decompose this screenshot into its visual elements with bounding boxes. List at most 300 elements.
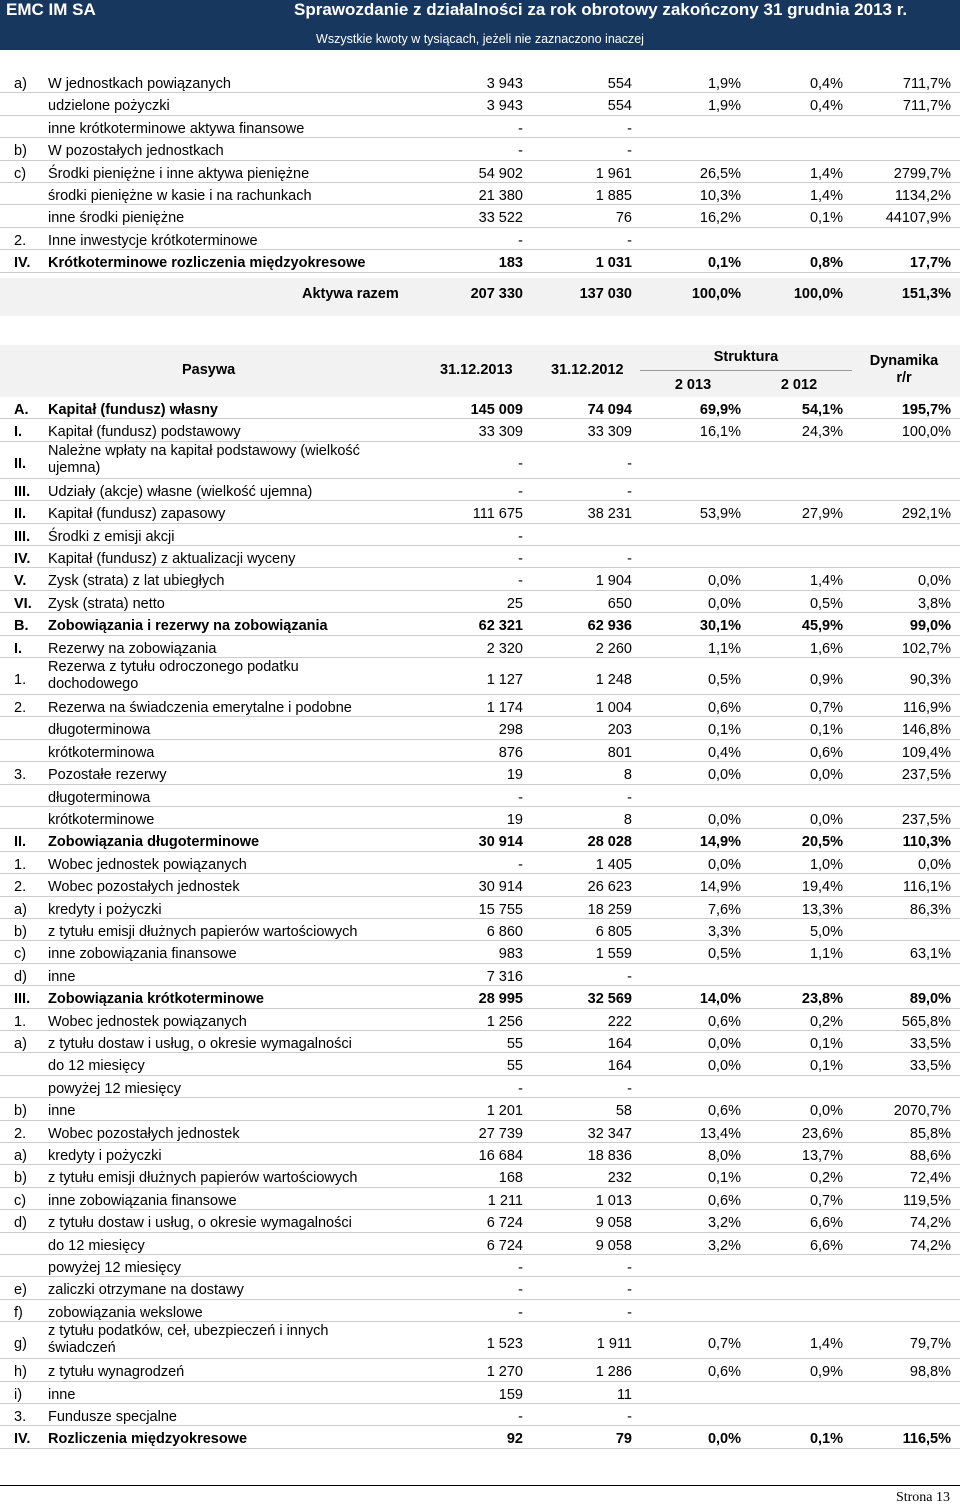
row-marker: II. <box>14 506 27 523</box>
value-2012: 18 259 <box>587 901 632 918</box>
row-marker: f) <box>14 1304 23 1321</box>
value-2012: 1 013 <box>595 1192 632 1209</box>
row-label: Zysk (strata) z lat ubiegłych <box>48 573 225 590</box>
structure-2013: 0,5% <box>707 946 741 963</box>
row-marker: c) <box>14 946 27 963</box>
value-2012: 62 936 <box>587 618 632 635</box>
value-2013: 1 127 <box>486 672 523 688</box>
dynamics: 146,8% <box>901 722 951 739</box>
row-divider <box>0 523 960 524</box>
structure-2013: 3,3% <box>707 924 741 940</box>
row-divider <box>0 828 960 829</box>
structure-2013: 26,5% <box>699 165 741 182</box>
row-marker: c) <box>14 1192 27 1209</box>
row-divider <box>0 1321 960 1322</box>
value-2013: 1 270 <box>486 1364 523 1381</box>
dynamics: 109,4% <box>901 744 951 761</box>
structure-2012: 0,4% <box>809 76 843 92</box>
row-marker: 1. <box>14 672 27 688</box>
value-2013: 62 321 <box>478 618 523 635</box>
row-divider <box>0 478 960 479</box>
row-divider <box>0 1187 960 1188</box>
row-divider <box>0 612 960 613</box>
value-2012: 8 <box>623 767 632 784</box>
structure-2013: 14,9% <box>699 879 741 896</box>
row-label: z tytułu wynagrodzeń <box>48 1364 185 1381</box>
row-label: zobowiązania wekslowe <box>48 1304 203 1321</box>
value-2012: 32 569 <box>587 991 632 1008</box>
row-label: z tytułu dostaw i usług, o okresie wymagalności <box>48 1036 352 1052</box>
row-label: W pozostałych jednostkach <box>48 143 224 160</box>
row-marker: g) <box>14 1336 27 1353</box>
row-divider <box>0 896 960 897</box>
row-marker: b) <box>14 924 27 940</box>
structure-2012: 23,6% <box>801 1125 843 1142</box>
row-divider <box>0 635 960 636</box>
structure-2012: 0,9% <box>809 672 843 688</box>
structure-2012: 0,1% <box>809 722 843 739</box>
structure-2012: 1,4% <box>809 165 843 182</box>
structure-2013: 0,6% <box>707 700 741 716</box>
page-header <box>0 0 960 50</box>
row-label: Wobec jednostek powiązanych <box>48 856 247 873</box>
row-marker: II. <box>14 455 27 472</box>
row-label: Pozostałe rezerwy <box>48 767 167 784</box>
table-row <box>0 1364 960 1386</box>
structure-2012: 1,4% <box>809 1336 843 1353</box>
row-marker: V. <box>14 573 27 590</box>
value-2013: 19 <box>506 812 523 828</box>
structure-2013: 0,6% <box>707 1013 741 1030</box>
structure-2012: 27,9% <box>801 506 843 523</box>
table-row <box>0 767 960 789</box>
table-row <box>0 879 960 901</box>
value-2012: 74 094 <box>587 402 632 418</box>
structure-2013: 3,2% <box>707 1237 741 1254</box>
value-2013: 55 <box>506 1036 523 1052</box>
row-label: z tytułu emisji dłużnych papierów wartościowych <box>48 1170 358 1187</box>
dynamics: 237,5% <box>901 812 951 828</box>
row-divider <box>0 590 960 591</box>
structure-2013: 0,6% <box>707 1192 741 1209</box>
table-row <box>0 1431 960 1453</box>
row-divider <box>0 115 960 116</box>
table-row <box>0 1170 960 1192</box>
value-2013: - <box>518 232 523 249</box>
row-label: Inne inwestycje krótkoterminowe <box>48 232 258 249</box>
row-label: Należne wpłaty na kapitał podstawowy (wielkość ujemna) <box>48 442 360 476</box>
structure-2013: 30,1% <box>699 618 741 635</box>
structure-2012: 0,7% <box>809 700 843 716</box>
row-label: długoterminowa <box>48 722 151 739</box>
table-row <box>0 1126 960 1148</box>
structure-2012: 6,6% <box>809 1237 843 1254</box>
value-2012: 9 058 <box>595 1237 632 1254</box>
row-label: W jednostkach powiązanych <box>48 76 231 92</box>
value-2013: - <box>518 483 523 500</box>
value-2012: - <box>627 1282 632 1299</box>
row-divider <box>0 1164 960 1165</box>
row-label: z tytułu podatków, ceł, ubezpieczeń i innych świadczeń <box>48 1323 329 1357</box>
structure-divider <box>640 370 852 371</box>
value-2013: 876 <box>498 744 523 761</box>
row-divider <box>0 92 960 93</box>
row-marker: 3. <box>14 767 27 784</box>
row-divider <box>0 739 960 740</box>
row-label: Rezerwa na świadczenia emerytalne i podobne <box>48 700 352 716</box>
structure-2013: 8,0% <box>707 1148 741 1164</box>
value-2012: 203 <box>607 722 632 739</box>
row-label: do 12 miesięcy <box>48 1058 145 1075</box>
dynamics: 102,7% <box>901 640 951 657</box>
table-row <box>0 790 960 812</box>
row-label: Wobec pozostałych jednostek <box>48 1125 240 1142</box>
value-2013: 54 902 <box>478 165 523 182</box>
row-label: Kapitał (fundusz) zapasowy <box>48 506 226 523</box>
dynamics: 0,0% <box>917 573 951 590</box>
value-2013: 3 943 <box>486 76 523 92</box>
table-row <box>0 484 960 506</box>
row-divider <box>0 1030 960 1031</box>
dynamics: 33,5% <box>909 1036 951 1052</box>
value-2012: - <box>627 455 632 472</box>
row-divider <box>0 985 960 986</box>
value-2013: - <box>518 1282 523 1299</box>
row-marker: 2. <box>14 700 27 716</box>
value-2013: 6 860 <box>486 924 523 940</box>
table-row <box>0 991 960 1013</box>
row-marker: b) <box>14 143 27 160</box>
structure-2013: 13,4% <box>699 1125 741 1142</box>
table-row <box>0 1193 960 1215</box>
table-row <box>0 902 960 924</box>
report-title: Sprawozdanie z działalności za rok obrotowy zakończony 31 grudnia 2013 r. <box>294 0 908 19</box>
row-marker: b) <box>14 1103 27 1120</box>
date-2013-header: 31.12.2013 <box>440 362 513 378</box>
dynamics: 99,0% <box>909 618 951 635</box>
row-label: inne środki pieniężne <box>48 210 185 227</box>
table-row <box>0 166 960 188</box>
structure-2013: 0,0% <box>707 812 741 828</box>
dynamics: 195,7% <box>901 402 951 418</box>
dynamics: 711,7% <box>902 76 951 92</box>
value-2013: 33 522 <box>478 210 523 227</box>
value-2013: 21 380 <box>478 188 523 204</box>
row-divider <box>0 1276 960 1277</box>
value-2013: - <box>518 856 523 873</box>
structure-2012: 0,8% <box>809 255 843 272</box>
row-label: Udziały (akcje) własne (wielkość ujemna) <box>48 483 313 500</box>
value-2013: - <box>518 551 523 567</box>
row-label: kredyty i pożyczki <box>48 901 162 918</box>
row-label: udzielone pożyczki <box>48 98 170 115</box>
value-2012: 58 <box>615 1103 632 1120</box>
value-2012: 28 028 <box>587 834 632 851</box>
row-marker: IV. <box>14 1431 31 1448</box>
structure-2013: 0,6% <box>707 1103 741 1120</box>
table-row <box>0 76 960 98</box>
row-label: z tytułu emisji dłużnych papierów wartościowych <box>48 924 358 940</box>
row-marker: 2. <box>14 232 27 249</box>
value-2013: - <box>518 455 523 472</box>
dynamics: 90,3% <box>909 672 951 688</box>
row-divider <box>0 657 960 658</box>
row-divider <box>0 1209 960 1210</box>
table-row <box>0 1260 960 1282</box>
table-row <box>0 1081 960 1103</box>
row-divider <box>0 873 960 874</box>
row-marker: 2. <box>14 1125 27 1142</box>
structure-2013: 0,4% <box>707 744 741 761</box>
value-2013: 2 320 <box>486 640 523 657</box>
value-2013: - <box>518 1409 523 1425</box>
row-divider <box>0 1299 960 1300</box>
value-2012: 164 <box>607 1036 632 1052</box>
assets-total-2012: 137 030 <box>579 286 632 302</box>
row-divider <box>0 1403 960 1404</box>
value-2012: 1 248 <box>595 672 632 688</box>
structure-2013: 16,2% <box>699 210 741 227</box>
dynamics: 3,8% <box>917 595 951 612</box>
structure-2013-header: 2 013 <box>674 377 712 393</box>
structure-2012: 1,0% <box>809 856 843 873</box>
row-marker: III. <box>14 991 31 1008</box>
value-2012: 232 <box>607 1170 632 1187</box>
row-label: powyżej 12 miesięcy <box>48 1260 181 1276</box>
structure-2013: 0,0% <box>707 1431 741 1448</box>
value-2012: 6 805 <box>595 924 632 940</box>
structure-2012: 0,1% <box>809 1431 843 1448</box>
row-marker: 3. <box>14 1409 27 1425</box>
row-marker: A. <box>14 402 29 418</box>
dynamics: 100,0% <box>901 424 951 441</box>
row-divider <box>0 806 960 807</box>
dynamics: 74,2% <box>909 1215 951 1232</box>
table-row <box>0 233 960 255</box>
row-marker: h) <box>14 1364 27 1381</box>
value-2012: - <box>627 120 632 137</box>
row-marker: b) <box>14 1170 27 1187</box>
dynamics: 116,9% <box>902 700 951 716</box>
value-2013: - <box>518 143 523 160</box>
structure-2012: 1,4% <box>809 573 843 590</box>
dynamics-header: Dynamika r/r <box>869 353 939 386</box>
structure-2013: 53,9% <box>699 506 741 523</box>
structure-2013: 0,0% <box>707 767 741 784</box>
table-row <box>0 618 960 640</box>
row-label: powyżej 12 miesięcy <box>48 1080 181 1097</box>
structure-2012: 0,0% <box>809 1103 843 1120</box>
table-row <box>0 596 960 618</box>
value-2013: 1 211 <box>487 1192 523 1209</box>
value-2013: 33 309 <box>478 424 523 441</box>
value-2012: 554 <box>607 76 632 92</box>
row-label: krótkoterminowa <box>48 744 155 761</box>
value-2013: 983 <box>498 946 523 963</box>
value-2012: 650 <box>607 595 632 612</box>
value-2013: 30 914 <box>478 834 523 851</box>
structure-2013: 0,6% <box>707 1364 741 1381</box>
table-row <box>0 255 960 277</box>
row-marker: B. <box>14 618 29 635</box>
structure-2012: 0,1% <box>809 1036 843 1052</box>
row-marker: i) <box>14 1386 23 1403</box>
pasywa-header: Pasywa <box>182 362 236 378</box>
dynamics: 79,7% <box>909 1336 951 1353</box>
row-label: Wobec jednostek powiązanych <box>48 1013 247 1030</box>
value-2013: - <box>518 1304 523 1321</box>
value-2012: 1 559 <box>595 946 632 963</box>
row-divider <box>0 851 960 852</box>
structure-2013: 14,0% <box>699 991 741 1008</box>
structure-2013: 10,3% <box>699 188 741 204</box>
value-2012: 76 <box>615 210 632 227</box>
row-divider <box>0 567 960 568</box>
dynamics: 116,5% <box>902 1431 951 1448</box>
value-2012: 33 309 <box>587 424 632 441</box>
value-2012: 38 231 <box>587 506 632 523</box>
table-row <box>0 143 960 165</box>
dynamics: 711,7% <box>902 98 951 115</box>
value-2013: - <box>518 120 523 137</box>
structure-2013: 0,0% <box>707 1036 741 1052</box>
dynamics: 63,1% <box>909 946 951 963</box>
value-2013: 28 995 <box>478 991 523 1008</box>
row-marker: a) <box>14 76 27 92</box>
row-marker: d) <box>14 968 27 985</box>
page-number: Strona 13 <box>895 1490 950 1505</box>
row-label: Kapitał (fundusz) własny <box>48 402 218 418</box>
row-divider <box>0 1448 960 1449</box>
table-row <box>0 210 960 232</box>
value-2013: 25 <box>506 595 523 612</box>
table-row <box>0 529 960 551</box>
value-2012: - <box>627 143 632 160</box>
value-2012: 801 <box>607 744 632 761</box>
structure-2012: 1,4% <box>809 188 843 204</box>
row-marker: a) <box>14 1036 27 1052</box>
row-label: środki pieniężne w kasie i na rachunkach <box>48 188 312 204</box>
value-2013: 15 755 <box>478 901 523 918</box>
row-divider <box>0 1142 960 1143</box>
table-row <box>0 1148 960 1170</box>
row-divider <box>0 940 960 941</box>
structure-2012: 0,6% <box>809 744 843 761</box>
dynamics: 85,8% <box>909 1125 951 1142</box>
table-row <box>0 1058 960 1080</box>
row-divider <box>0 272 960 273</box>
dynamics: 237,5% <box>901 767 951 784</box>
dynamics: 17,7% <box>909 255 951 272</box>
value-2012: 32 347 <box>587 1125 632 1142</box>
value-2013: 92 <box>506 1431 523 1448</box>
dynamics: 86,3% <box>909 901 951 918</box>
value-2013: 145 009 <box>470 402 523 418</box>
row-marker: 1. <box>14 856 27 873</box>
row-marker: 2. <box>14 879 27 896</box>
row-marker: d) <box>14 1215 27 1232</box>
dynamics: 2799,7% <box>893 165 951 182</box>
footer-rule <box>0 1485 960 1486</box>
assets-total-struct-2012: 100,0% <box>793 286 843 302</box>
row-divider <box>0 418 960 419</box>
row-label: Zobowiązania i rezerwy na zobowiązania <box>48 618 328 635</box>
value-2012: 11 <box>616 1386 632 1403</box>
value-2012: 1 904 <box>595 573 632 590</box>
report-subtitle: Wszystkie kwoty w tysiącach, jeżeli nie zaznaczono inaczej <box>316 32 644 46</box>
row-divider <box>0 1232 960 1233</box>
structure-2012: 6,6% <box>809 1215 843 1232</box>
table-row <box>0 722 960 744</box>
structure-2012: 5,0% <box>809 924 843 940</box>
row-divider <box>0 694 960 695</box>
table-row <box>0 573 960 595</box>
row-divider <box>0 1120 960 1121</box>
structure-2012: 45,9% <box>801 618 843 635</box>
structure-2012: 0,0% <box>809 767 843 784</box>
structure-2013: 0,1% <box>707 255 741 272</box>
row-marker: a) <box>14 1148 27 1164</box>
dynamics: 74,2% <box>909 1237 951 1254</box>
dynamics: 1134,2% <box>894 188 951 204</box>
structure-2012-header: 2 012 <box>780 377 818 393</box>
row-label: Kapitał (fundusz) z aktualizacji wyceny <box>48 551 296 567</box>
table-row <box>0 1387 960 1409</box>
row-label: z tytułu dostaw i usług, o okresie wymagalności <box>48 1215 352 1232</box>
table-row <box>0 506 960 528</box>
structure-2012: 0,7% <box>809 1192 843 1209</box>
table-row <box>0 1014 960 1036</box>
structure-2012: 54,1% <box>801 402 843 418</box>
row-marker: 1. <box>14 1013 27 1030</box>
value-2012: 164 <box>607 1058 632 1075</box>
dynamics: 98,8% <box>909 1364 951 1381</box>
value-2013: 1 174 <box>486 700 523 716</box>
value-2012: 1 286 <box>595 1364 632 1381</box>
assets-total-label: Aktywa razem <box>302 286 399 302</box>
value-2013: 1 201 <box>486 1103 523 1120</box>
dynamics: 116,1% <box>902 879 951 896</box>
table-row <box>0 1215 960 1237</box>
structure-2013: 0,1% <box>707 1170 741 1187</box>
assets-total-dynamics: 151,3% <box>901 286 951 302</box>
value-2013: 6 724 <box>486 1237 523 1254</box>
row-label: do 12 miesięcy <box>48 1237 145 1254</box>
dynamics: 33,5% <box>909 1058 951 1075</box>
dynamics: 44107,9% <box>885 210 951 227</box>
value-2012: 1 885 <box>595 188 632 204</box>
row-label: Fundusze specjalne <box>48 1409 177 1425</box>
row-divider <box>0 1097 960 1098</box>
value-2013: 183 <box>498 255 523 272</box>
company-name: EMC IM SA <box>6 0 96 19</box>
row-divider <box>0 1381 960 1382</box>
row-marker: III. <box>14 528 31 545</box>
row-marker: II. <box>14 834 27 851</box>
dynamics: 72,4% <box>909 1170 951 1187</box>
value-2012: 1 911 <box>596 1336 632 1353</box>
value-2012: 2 260 <box>595 640 632 657</box>
value-2013: 298 <box>498 722 523 739</box>
row-label: Zobowiązania krótkoterminowe <box>48 991 264 1008</box>
value-2012: 1 031 <box>595 255 632 272</box>
table-row <box>0 98 960 120</box>
value-2012: - <box>627 483 632 500</box>
row-marker: a) <box>14 901 27 918</box>
value-2013: 19 <box>506 767 523 784</box>
structure-2013: 14,9% <box>699 834 741 851</box>
table-row <box>0 121 960 143</box>
